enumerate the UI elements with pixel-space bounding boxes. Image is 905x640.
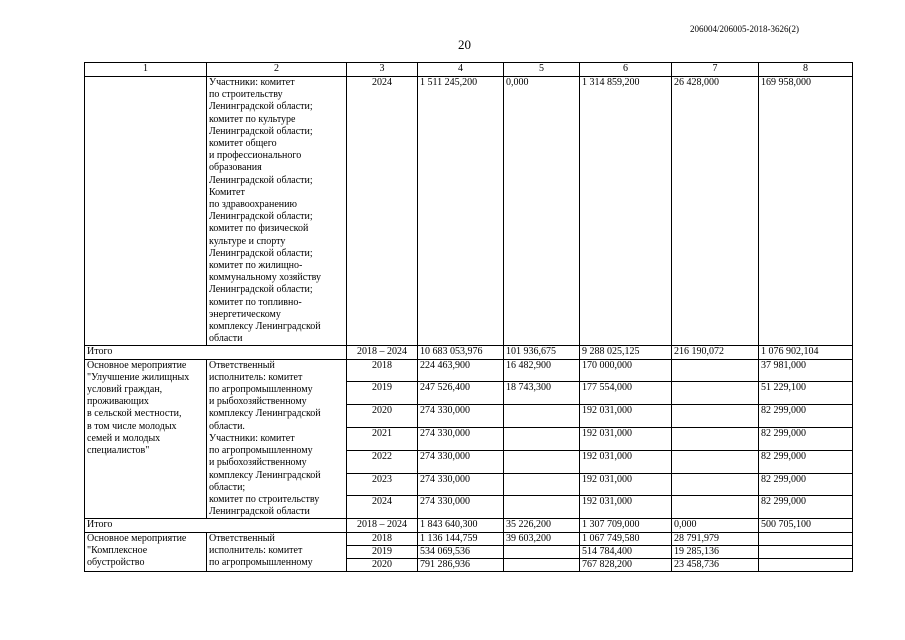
table-cell: 2020	[347, 405, 418, 428]
table-cell: 2024	[347, 496, 418, 519]
table-cell: 2023	[347, 473, 418, 496]
activity-name-cell: Основное мероприятие "Комплексное обустройство	[85, 532, 207, 572]
table-cell: 1 314 859,200	[580, 77, 672, 346]
table-cell	[759, 545, 853, 558]
table-cell: 10 683 053,976	[418, 346, 504, 359]
table-cell: 51 229,100	[759, 382, 853, 405]
table-cell: 16 482,900	[504, 359, 580, 382]
table-cell: 192 031,000	[580, 473, 672, 496]
table-cell	[672, 428, 759, 451]
column-header: 6	[580, 63, 672, 77]
table-cell: 82 299,000	[759, 496, 853, 519]
table-cell	[672, 473, 759, 496]
total-label: Итого	[85, 346, 347, 359]
table-cell: 274 330,000	[418, 473, 504, 496]
table-cell: 26 428,000	[672, 77, 759, 346]
table-cell: 274 330,000	[418, 496, 504, 519]
table-row	[85, 532, 853, 545]
table-cell: 1 307 709,000	[580, 519, 672, 532]
table-cell: 767 828,200	[580, 558, 672, 571]
table-cell: 2020	[347, 558, 418, 571]
document-number: 206004/206005-2018-3626(2)	[690, 24, 799, 34]
table-cell: 0,000	[672, 519, 759, 532]
table-cell: 82 299,000	[759, 473, 853, 496]
table-cell: 224 463,900	[418, 359, 504, 382]
table-cell: 101 936,675	[504, 346, 580, 359]
table-cell: 9 288 025,125	[580, 346, 672, 359]
table-cell: 169 958,000	[759, 77, 853, 346]
column-header: 7	[672, 63, 759, 77]
table-cell: 2022	[347, 450, 418, 473]
table-cell: 192 031,000	[580, 450, 672, 473]
table-cell: 2018 – 2024	[347, 346, 418, 359]
table-cell: 18 743,300	[504, 382, 580, 405]
table-cell: 500 705,100	[759, 519, 853, 532]
table-cell: 274 330,000	[418, 405, 504, 428]
executor-cell: Ответственный исполнитель: комитет по агропромышленному и рыбохозяйственному комплексу Ленинградской области. Участники: комитет по агропромышленному и рыбохозяйственному комплексу Ленинградской области; комитет по строительству Ленинградской области	[207, 359, 347, 519]
table-cell: 82 299,000	[759, 405, 853, 428]
participants-cell: Участники: комитет по строительству Ленинградской области; комитет по культуре Ленинградской области; комитет общего и профессионального образования Ленинградской области; Комитет по здравоохранению Ленинградской области; комитет по физической культуре и спорту Ленинградской области; комитет по жилищно- коммунальному хозяйству Ленинградской области; комитет по топливно- энергетическому комплексу Ленинградской области	[207, 77, 347, 346]
table-cell: 791 286,936	[418, 558, 504, 571]
table-cell	[672, 405, 759, 428]
total-row	[85, 346, 853, 359]
column-header: 3	[347, 63, 418, 77]
table-cell	[504, 428, 580, 451]
table-cell: 1 076 902,104	[759, 346, 853, 359]
table-cell: 2019	[347, 382, 418, 405]
table-cell: 274 330,000	[418, 450, 504, 473]
table-cell: 2018	[347, 359, 418, 382]
table-cell: 192 031,000	[580, 428, 672, 451]
table-row	[85, 77, 853, 346]
table-cell: 216 190,072	[672, 346, 759, 359]
table-cell: 2019	[347, 545, 418, 558]
column-header: 8	[759, 63, 853, 77]
table-cell	[672, 496, 759, 519]
table-cell: 82 299,000	[759, 450, 853, 473]
table-cell	[504, 496, 580, 519]
table-cell	[504, 450, 580, 473]
table-header-row	[85, 63, 853, 77]
column-header: 2	[207, 63, 347, 77]
table-cell: 1 067 749,580	[580, 532, 672, 545]
table-cell: 192 031,000	[580, 496, 672, 519]
table-cell	[504, 473, 580, 496]
table-cell	[759, 558, 853, 571]
column-header: 1	[85, 63, 207, 77]
table-cell: 514 784,400	[580, 545, 672, 558]
table-cell: 2018	[347, 532, 418, 545]
table-cell: 170 000,000	[580, 359, 672, 382]
table-cell: 274 330,000	[418, 428, 504, 451]
table-cell: 82 299,000	[759, 428, 853, 451]
table-cell: 28 791,979	[672, 532, 759, 545]
table-row	[85, 359, 853, 382]
total-row	[85, 519, 853, 532]
table-cell	[504, 405, 580, 428]
table-cell: 2024	[347, 77, 418, 346]
total-label: Итого	[85, 519, 347, 532]
table-cell: 19 285,136	[672, 545, 759, 558]
table-cell: 0,000	[504, 77, 580, 346]
table-cell: 35 226,200	[504, 519, 580, 532]
table-cell	[85, 77, 207, 346]
table-cell	[672, 382, 759, 405]
column-header: 5	[504, 63, 580, 77]
table-cell: 247 526,400	[418, 382, 504, 405]
table-cell: 192 031,000	[580, 405, 672, 428]
table-cell: 1 843 640,300	[418, 519, 504, 532]
table-cell: 534 069,536	[418, 545, 504, 558]
table-cell	[504, 558, 580, 571]
table-cell: 2018 – 2024	[347, 519, 418, 532]
table-cell: 1 511 245,200	[418, 77, 504, 346]
page-number: 20	[458, 37, 471, 52]
table-cell	[504, 545, 580, 558]
activity-name-cell: Основное мероприятие "Улучшение жилищных условий граждан, проживающих в сельской местности, в том числе молодых семей и молодых специалистов"	[85, 359, 207, 519]
table-cell	[672, 359, 759, 382]
table-cell: 177 554,000	[580, 382, 672, 405]
table-cell: 1 136 144,759	[418, 532, 504, 545]
table-cell: 23 458,736	[672, 558, 759, 571]
table-cell	[759, 532, 853, 545]
table-cell: 37 981,000	[759, 359, 853, 382]
column-header: 4	[418, 63, 504, 77]
table-cell: 2021	[347, 428, 418, 451]
table-cell	[672, 450, 759, 473]
program-table	[84, 62, 853, 572]
executor-cell: Ответственный исполнитель: комитет по агропромышленному	[207, 532, 347, 572]
table-cell: 39 603,200	[504, 532, 580, 545]
